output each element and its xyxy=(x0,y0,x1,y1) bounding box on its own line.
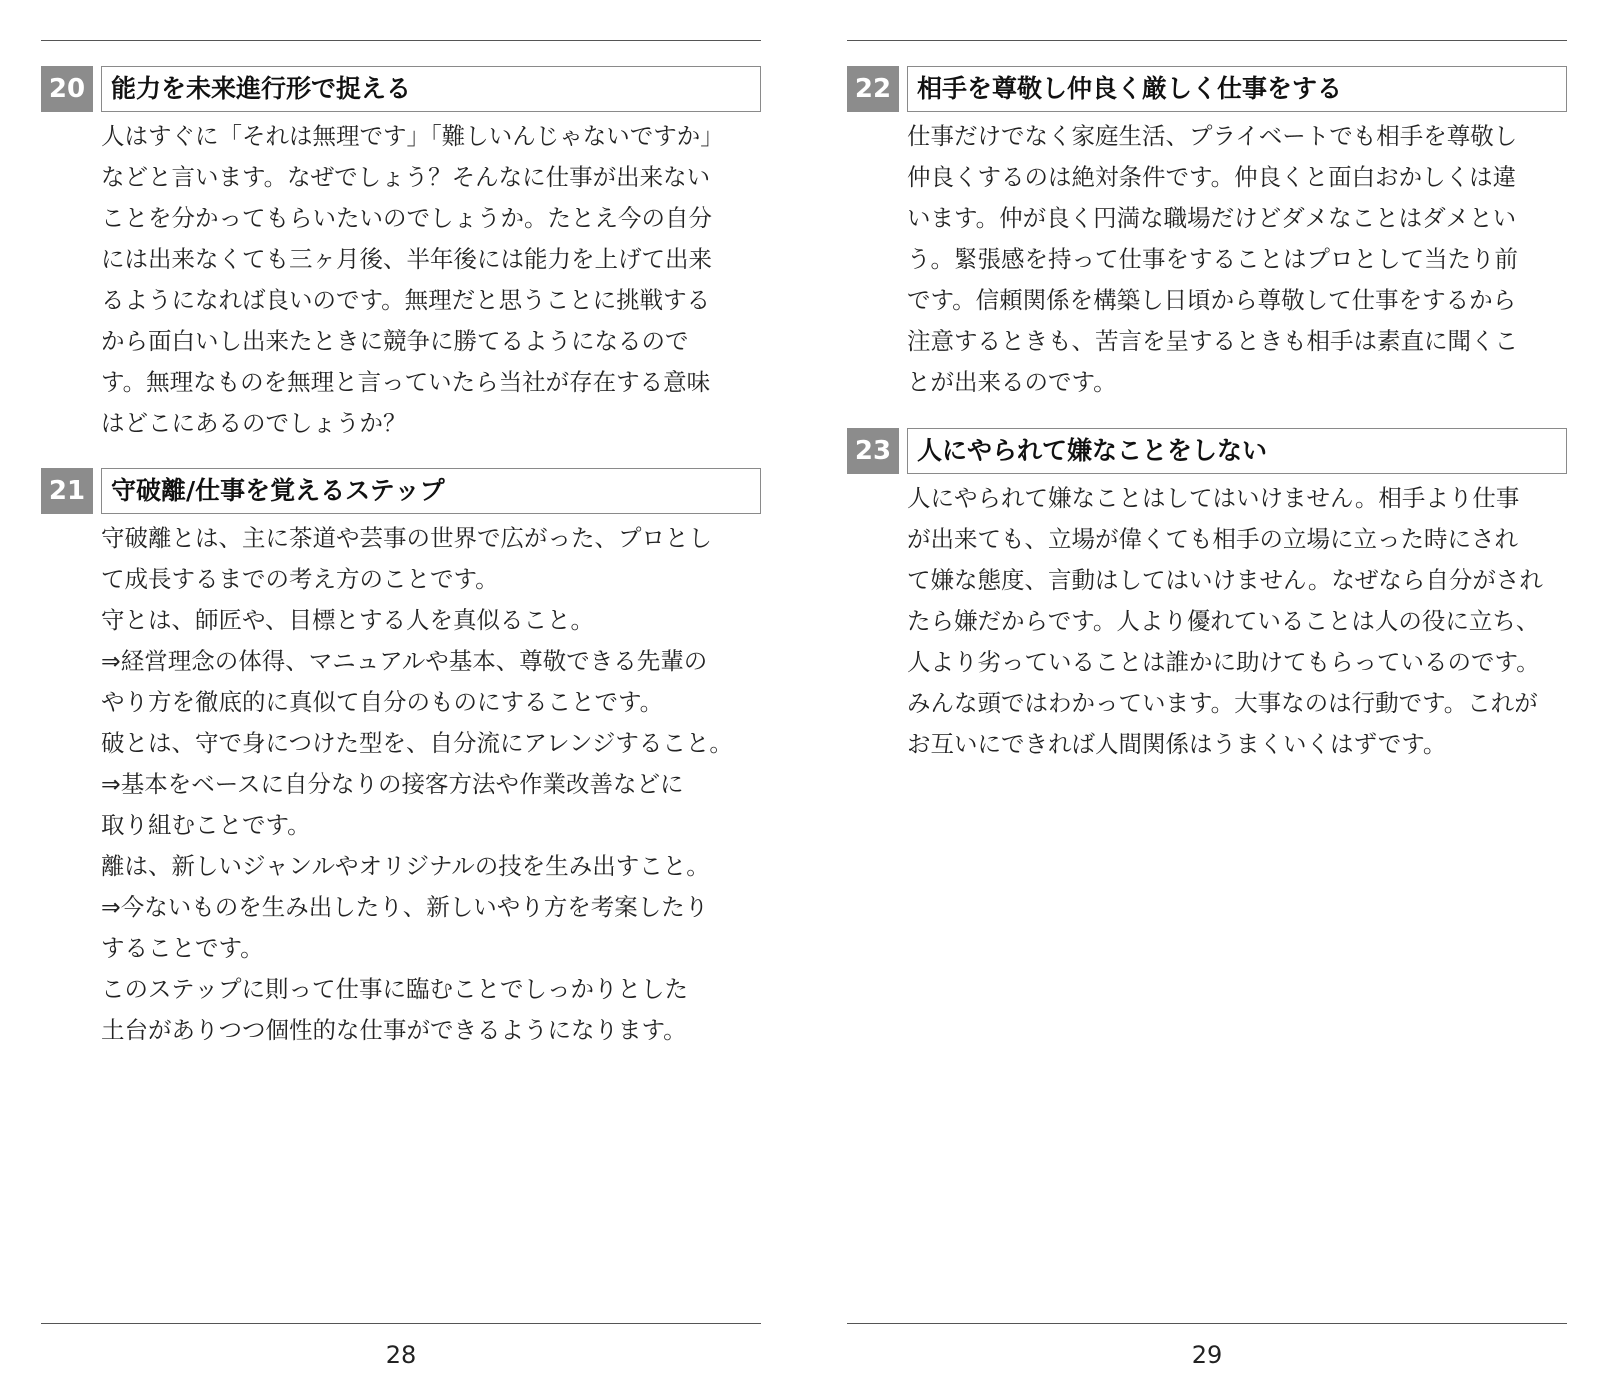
body-line: て成長するまでの考え方のことです。 xyxy=(101,565,499,593)
body-line: う。緊張感を持って仕事をすることはプロとして当たり前 xyxy=(907,245,1518,273)
section-number: 21 xyxy=(41,468,93,514)
body-line: はどこにあるのでしょうか？ xyxy=(101,409,407,437)
page-left xyxy=(41,0,761,1400)
section-20 xyxy=(41,66,761,444)
body-line: います。仲が良く円満な職場だけどダメなことはダメとい xyxy=(907,204,1517,232)
body-line: るようになれば良いのです。無理だと思うことに挑戦する xyxy=(101,286,711,314)
body-line: 仕事だけでなく家庭生活、プライベートでも相手を尊敬し xyxy=(907,122,1518,150)
body-line: て嫌な態度、言動はしてはいけません。なぜなら自分がされ xyxy=(907,566,1543,594)
section-body xyxy=(101,518,763,1051)
body-line: などと言います。なぜでしょう？そんなに仕事が出来ない xyxy=(101,163,711,191)
body-line: やり方を徹底的に真似て自分のものにすることです。 xyxy=(101,688,664,716)
body-line: 土台がありつつ個性的な仕事ができるようになります。 xyxy=(101,1016,687,1044)
body-line: です。信頼関係を構築し日頃から尊敬して仕事をするから xyxy=(907,286,1517,314)
section-body xyxy=(907,116,1569,403)
body-line: みんな頭ではわかっています。大事なのは行動です。これが xyxy=(907,689,1538,717)
section-title: 人にやられて嫌なことをしない xyxy=(907,428,1567,474)
section-23 xyxy=(847,428,1567,765)
body-line: ⇒経営理念の体得、マニュアルや基本、尊敬できる先輩の xyxy=(101,647,708,675)
top-rule xyxy=(847,40,1567,41)
body-line: たら嫌だからです。人より優れていることは人の役に立ち、 xyxy=(907,607,1540,635)
body-line: から面白いし出来たときに競争に勝てるようになるので xyxy=(101,327,689,355)
body-line: ことを分かってもらいたいのでしょうか。たとえ今の自分 xyxy=(101,204,712,232)
body-line: とが出来るのです。 xyxy=(907,368,1117,396)
body-line: 離は、新しいジャンルやオリジナルの技を生み出すこと。 xyxy=(101,852,710,880)
section-body xyxy=(907,478,1569,765)
section-header xyxy=(41,468,761,514)
body-line: 仲良くするのは絶対条件です。仲良くと面白おかしくは違 xyxy=(907,163,1517,191)
body-line: には出来なくても三ヶ月後、半年後には能力を上げて出来 xyxy=(101,245,712,273)
section-header xyxy=(847,66,1567,112)
section-header xyxy=(847,428,1567,474)
body-line: ⇒基本をベースに自分なりの接客方法や作業改善などに xyxy=(101,770,684,798)
top-rule xyxy=(41,40,761,41)
body-line: が出来ても、立場が偉くても相手の立場に立った時にされ xyxy=(907,525,1518,553)
body-line: 人より劣っていることは誰かに助けてもらっているのです。 xyxy=(907,648,1540,676)
body-line: 守とは、師匠や、目標とする人を真似ること。 xyxy=(101,606,595,634)
body-line: することです。 xyxy=(101,934,264,962)
section-body xyxy=(101,116,763,444)
page-number: 28 xyxy=(385,1341,417,1369)
body-line: 守破離とは、主に茶道や芸事の世界で広がった、プロとし xyxy=(101,524,712,552)
section-title: 守破離/仕事を覚えるステップ xyxy=(101,468,761,514)
section-title: 相手を尊敬し仲良く厳しく仕事をする xyxy=(907,66,1567,112)
bottom-rule xyxy=(41,1323,761,1324)
body-line: す。無理なものを無理と言っていたら当社が存在する意味 xyxy=(101,368,711,396)
body-line: お互いにできれば人間関係はうまくいくはずです。 xyxy=(907,730,1447,758)
section-number: 20 xyxy=(41,66,93,112)
body-line: 取り組むことです。 xyxy=(101,811,311,839)
body-line: このステップに則って仕事に臨むことでしっかりとした xyxy=(101,975,689,1003)
bottom-rule xyxy=(847,1323,1567,1324)
section-header xyxy=(41,66,761,112)
body-line: 注意するときも、苦言を呈するときも相手は素直に聞くこ xyxy=(907,327,1518,355)
section-21 xyxy=(41,468,761,1051)
page-right xyxy=(847,0,1567,1400)
section-number: 22 xyxy=(847,66,899,112)
body-line: 人にやられて嫌なことはしてはいけません。相手より仕事 xyxy=(907,484,1520,512)
section-number: 23 xyxy=(847,428,899,474)
section-title: 能力を未来進行形で捉える xyxy=(101,66,761,112)
body-line: 破とは、守で身につけた型を、自分流にアレンジすること。 xyxy=(101,729,733,757)
section-22 xyxy=(847,66,1567,403)
page-number: 29 xyxy=(1191,1341,1223,1369)
body-line: 人はすぐに「それは無理です」「難しいんじゃないですか」 xyxy=(101,122,724,150)
body-line: ⇒今ないものを生み出したり、新しいやり方を考案したり xyxy=(101,893,709,921)
